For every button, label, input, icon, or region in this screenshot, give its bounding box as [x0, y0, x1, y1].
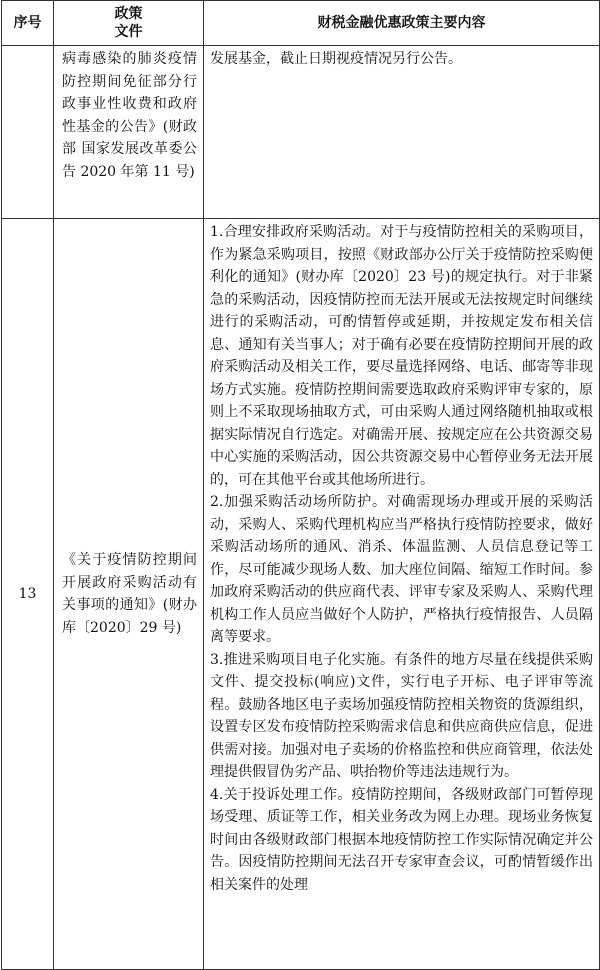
row-policy-doc: 《关于疫情防控期间开展政府采购活动有关事项的通知》(财办库〔2020〕29 号) — [54, 219, 204, 970]
row-seq — [2, 46, 54, 219]
row-content — [204, 46, 600, 219]
header-doc-line2: 文件 — [114, 24, 143, 40]
content-paragraph: 4.关于投诉处理工作。疫情防控期间，各级财政部门可暂停现场受理、质证等工作，相关业务改为网上办理。现场业务恢复时间由各级财政部门根据本地疫情防控工作实际情况确定并公告。因疫情防控期间无法召开专家审查会议，可酌情暂缓作出相关案件的处理 — [210, 786, 593, 893]
header-content: 财税金融优惠政策主要内容 — [204, 1, 600, 46]
content-paragraph: 3.推进采购项目电子化实施。有条件的地方尽量在线提供采购文件、提交投标(响应)文件，实行电子开标、电子评审等流程。鼓励各地区电子卖场加强疫情防控相关物资的货源组织，设置专区发布疫情防控采购需求信息和供应商供应信息，促进供需对接。加强对电子卖场的价格监控和供应商管理，依法处理提供假冒伪劣产品、哄抬物价等违法违规行为。 — [210, 651, 593, 780]
header-seq: 序号 — [2, 1, 54, 46]
policy-table — [1, 0, 600, 970]
row-seq: 13 — [2, 219, 54, 970]
row-policy-doc: 病毒感染的肺炎疫情防控期间免征部分行政事业性收费和政府性基金的公告》(财政部 国家发展改革委公告 2020 年第 11 号) — [54, 46, 204, 219]
content-paragraph: 2.加强采购活动场所防护。对确需现场办理或开展的采购活动，采购人、采购代理机构应当严格执行疫情防控要求，做好采购活动场所的通风、消杀、体温监测、人员信息登记等工作，尽可能减少现场人数、加大座位间隔、缩短工作时间。参加政府采购活动的供应商代表、评审专家及采购人、采购代理机构工作人员应当做好个人防护，严格执行疫情报告、人员隔离等要求。 — [210, 494, 593, 645]
content-paragraph: 发展基金，截止日期视疫情况另行公告。 — [210, 51, 462, 67]
header-doc-line1: 政策 — [114, 6, 143, 22]
row-content — [204, 219, 600, 970]
table-header-row — [2, 1, 600, 46]
header-policy-doc — [54, 1, 204, 46]
table-row — [2, 46, 600, 219]
content-paragraph: 1.合理安排政府采购活动。对于与疫情防控相关的采购项目，作为紧急采购项目，按照《财政部办公厅关于疫情防控采购便利化的通知》(财办库〔2020〕23 号)的规定执行。对于非紧急的采购活动，因疫情防控而无法开展或无法按规定时间继续进行的采购活动，可酌情暂停或延期，并按规定发布相关信息、通知有关当事人；对于确有必要在疫情防控期间开展的政府采购活动及相关工作，要尽量选择网络、电话、邮寄等非现场方式实施。疫情防控期间需要选取政府采购评审专家的，原则上不采取现场抽取方式，可由采购人通过网络随机抽取或根据实际情况自行选定。对确需开展、按规定应在公共资源交易中心实施的采购活动，因公共资源交易中心暂停业务无法开展的，可在其他平台或其他场所进行。 — [210, 224, 593, 488]
table-row — [2, 219, 600, 970]
